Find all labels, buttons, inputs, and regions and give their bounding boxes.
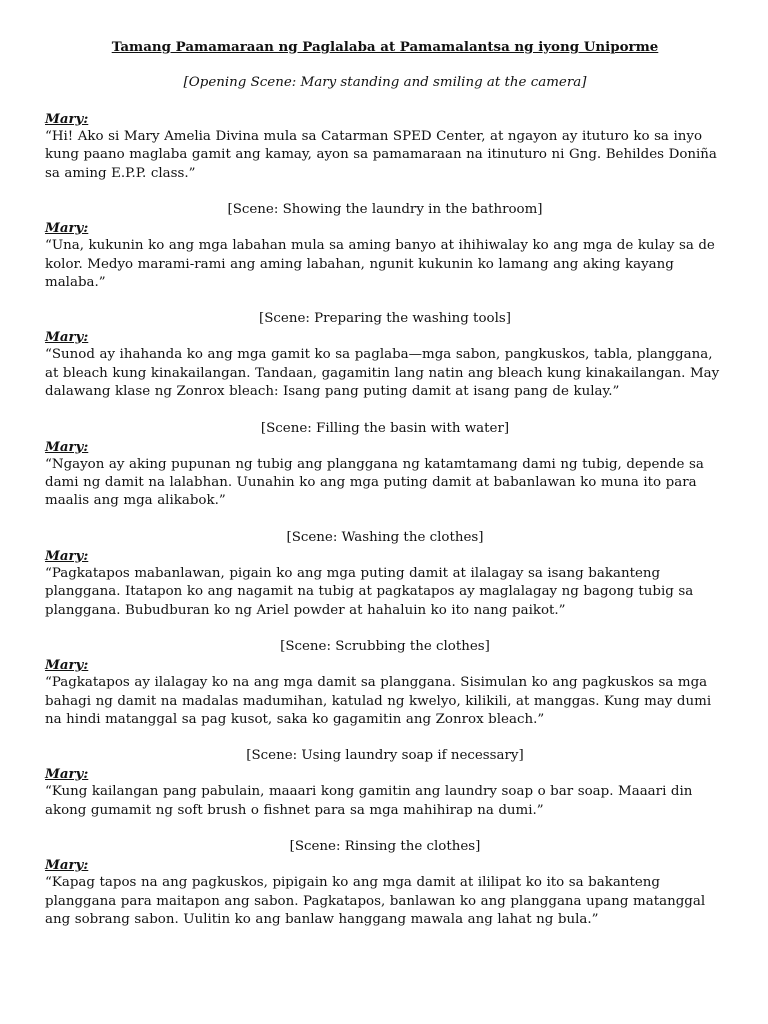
scene-direction: [Scene: Filling the basin with water] bbox=[260, 420, 510, 436]
dialogue-text: “Kung kailangan pang pabulain, maaari kong gamitin ang laundry soap o bar soap. Maaari din akong gumamit ng soft brush o fishnet para sa mga mahihirap na dumi.” bbox=[45, 784, 693, 818]
dialogue-text: “Pagkatapos mabanlawan, pigain ko ang mga puting damit at ilalagay sa isang bakanteng planggana. Itatapon ko ang nagamit na tubig at pagkatapos ay maglalagay ng bagong tubig sa planggana. Bubudburan ko ng Ariel powder at hahaluin ko ito nang paikot.” bbox=[45, 565, 694, 618]
scene-direction: [Scene: Scrubbing the clothes] bbox=[280, 639, 490, 655]
speaker-label: Mary: bbox=[45, 220, 89, 237]
dialogue-text: “Pagkatapos ay ilalagay ko na ang mga damit sa planggana. Sisimulan ko ang pagkuskos sa mga bahagi ng damit na madalas madumihan, katulad ng kwelyo, kilikili, at manggas. Kung may dumi na hindi matanggal sa pag kusot, saka ko gagamitin ang Zonrox bleach.” bbox=[45, 675, 712, 727]
dialogue-block bbox=[45, 420, 725, 511]
document-page bbox=[45, 38, 725, 947]
dialogue-text: “Sunod ay ihahanda ko ang mga gamit ko sa paglaba—mga sabon, pangkuskos, tabla, planggana, at bleach kung kinakailangan. Tandaan, gagamitin lang natin ang bleach kung kinakailangan. May dalawang klase ng Zonrox bleach: Isang pang puting damit at isang pang de kulay.” bbox=[45, 347, 720, 400]
dialogue-text: “Kapag tapos na ang pagkuskos, pipigain ko ang mga damit at ililipat ko ito sa bakanteng planggana para maitapon ang sabon. Pagkatapos, banlawan ko ang planggana upang matanggal ang sobrang sabon. Uulitin ko ang banlaw hanggang mawala ang lahat ng bula.” bbox=[45, 875, 706, 927]
opening-scene: [Opening Scene: Mary standing and smiling at the camera] bbox=[183, 75, 587, 90]
dialogue-text: “Ngayon ay aking pupunan ng tubig ang planggana ng katamtamang dami ng tubig, depende sa dami ng damit na lalabhan. Uunahin ko ang mga puting damit at babanlawan ko muna ito para maalis ang mga alikabok.” bbox=[45, 456, 704, 509]
document-title: Tamang Pamamaraan ng Paglalaba at Pamamalantsa ng iyong Uniporme bbox=[111, 39, 659, 55]
dialogue-text: “Hi! Ako si Mary Amelia Divina mula sa Catarman SPED Center, at ngayon ay ituturo ko sa inyo kung paano maglaba gamit ang kamay, ayon sa pamamaraan na itinuturo ni Gng. Behildes Doniña sa aming E.P.P. class.” bbox=[45, 129, 717, 181]
speaker-label: Mary: bbox=[45, 657, 89, 674]
scene-direction: [Scene: Showing the laundry in the bathroom] bbox=[227, 202, 543, 218]
scene-direction: [Scene: Rinsing the clothes] bbox=[289, 839, 481, 855]
speaker-label: Mary: bbox=[45, 547, 89, 564]
speaker-label: Mary: bbox=[45, 766, 89, 783]
speaker-label: Mary: bbox=[45, 329, 89, 346]
dialogue-block bbox=[45, 638, 725, 729]
scene-direction: [Scene: Preparing the washing tools] bbox=[259, 311, 511, 327]
dialogue-block bbox=[45, 838, 725, 929]
dialogue-block bbox=[45, 310, 725, 401]
speaker-label: Mary: bbox=[45, 438, 89, 455]
dialogue-block bbox=[45, 529, 725, 620]
scene-direction: [Scene: Washing the clothes] bbox=[286, 529, 484, 545]
speaker-label: Mary: bbox=[45, 857, 89, 874]
dialogue-block bbox=[45, 747, 725, 820]
dialogue-text: “Una, kukunin ko ang mga labahan mula sa aming banyo at ihihiwalay ko ang mga de kulay sa de kolor. Medyo marami-rami ang aming labahan, ngunit kukunin ko lamang ang aking kayang malaba.” bbox=[45, 238, 715, 291]
speaker-label: Mary: bbox=[45, 111, 89, 127]
dialogue-block bbox=[45, 201, 725, 292]
dialogue-block bbox=[45, 110, 725, 183]
scene-direction: [Scene: Using laundry soap if necessary] bbox=[246, 748, 524, 764]
